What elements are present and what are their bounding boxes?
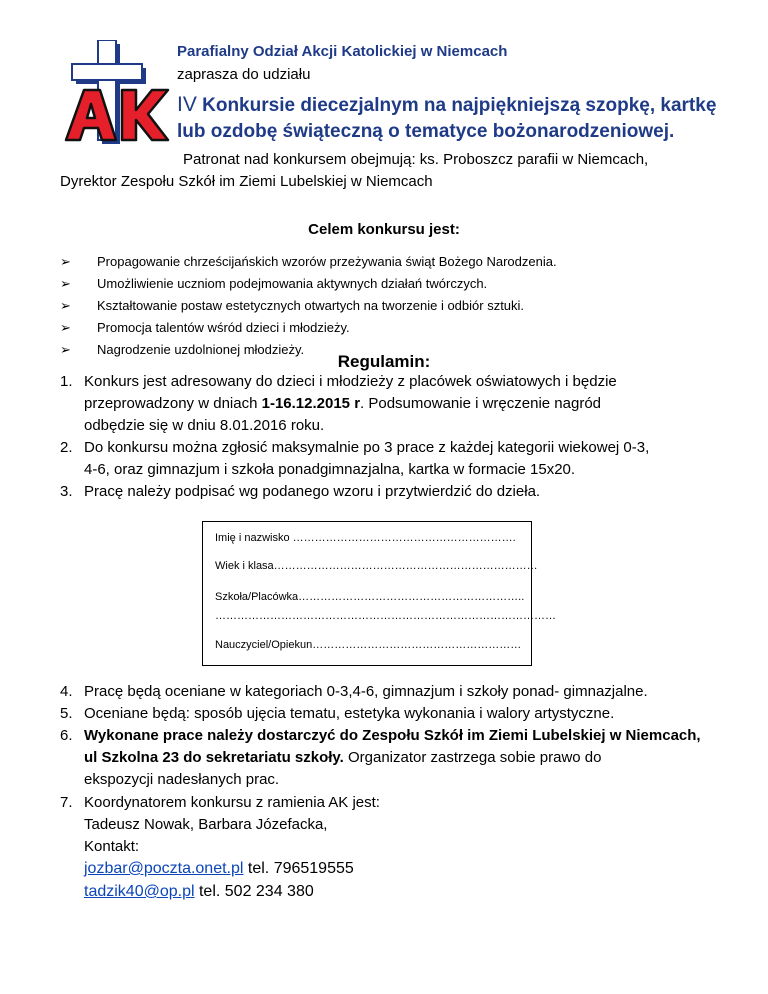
contest-title-line2: lub ozdobę świąteczną o tematyce bożonarodzeniowej. — [177, 121, 675, 142]
list-item: ➢ Nagrodzenie uzdolnionej młodzieży. — [60, 342, 305, 357]
form-teacher-line: Nauczyciel/Opiekun………………………………………………… — [215, 639, 522, 651]
signature-form-template — [202, 521, 556, 666]
patronage-line1: Patronat nad konkursem obejmują: ks. Proboszcz parafii w Niemcach, — [183, 151, 649, 168]
phone-2: tel. 502 234 380 — [194, 883, 314, 900]
patronage-line2: Dyrektor Zespołu Szkół im Ziemi Lubelskiej w Niemcach — [60, 173, 433, 190]
invite-text: zaprasza do udziału — [177, 66, 311, 83]
email-link-jozbar[interactable]: jozbar@poczta.onet.pl — [84, 860, 244, 877]
rules-heading: Regulamin: — [337, 352, 431, 371]
list-item: ➢ Propagowanie chrześcijańskich wzorów przeżywania świąt Bożego Narodzenia. — [60, 254, 557, 269]
goals-list — [60, 254, 557, 364]
list-item: ➢ Kształtowanie postaw estetycznych otwartych na tworzenie i odbiór sztuki. — [60, 298, 525, 313]
arrow-bullet-icon: ➢ — [60, 298, 71, 313]
goals-heading: Celem konkursu jest: — [308, 221, 460, 238]
phone-1: tel. 796519555 — [243, 860, 354, 877]
form-school-line: Szkoła/Placówka…………………………………………………….. — [215, 591, 525, 603]
list-item: ➢ Umożliwienie uczniom podejmowania aktywnych działań twórczych. — [60, 276, 488, 291]
list-item: ➢ Promocja talentów wśród dzieci i młodzieży. — [60, 320, 350, 335]
contest-title-line1 — [177, 93, 716, 117]
form-age-line: Wiek i klasa……………………………………………………………… — [215, 560, 538, 572]
arrow-bullet-icon: ➢ — [60, 342, 71, 357]
ak-logo — [62, 40, 172, 155]
form-name-line: Imię i nazwisko ……………………………………………………. — [215, 532, 516, 544]
form-school-line2: ………………………………………………………………………………… — [215, 610, 556, 622]
arrow-bullet-icon: ➢ — [60, 320, 71, 335]
arrow-bullet-icon: ➢ — [60, 254, 71, 269]
arrow-bullet-icon: ➢ — [60, 276, 71, 291]
contest-title-text: Konkursie diecezjalnym na najpiękniejszą szopkę, kartkę — [202, 95, 717, 116]
contest-number: IV — [177, 93, 197, 116]
email-link-tadzik[interactable]: tadzik40@op.pl — [84, 883, 195, 900]
organizer-name: Parafialny Odział Akcji Katolickiej w Niemcach — [177, 43, 508, 60]
